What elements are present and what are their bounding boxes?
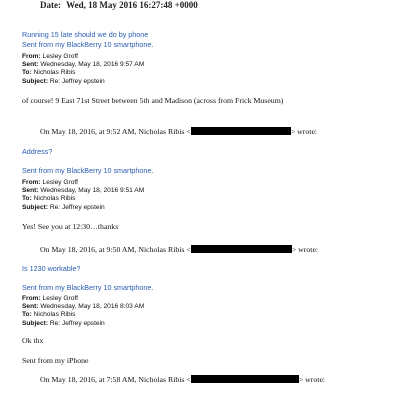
- date-label: Date:: [40, 0, 61, 10]
- reply3-signature: Sent from my iPhone: [22, 356, 89, 365]
- msg3-header-block: [22, 295, 144, 328]
- msg3-sent: Sent: Wednesday, May 18, 2016 8:03 AM: [22, 303, 145, 311]
- msg2-header-block: [22, 179, 144, 212]
- msg2-subject: Subject: Re: Jeffrey epstein: [22, 203, 105, 211]
- redaction-bar: [191, 245, 292, 253]
- msg2-sent: Sent: Wednesday, May 18, 2016 9:51 AM: [22, 187, 145, 195]
- msg2-signature: Sent from my BlackBerry 10 smartphone.: [22, 166, 154, 175]
- date-value: Wed, 18 May 2016 16:27:48 +0000: [66, 0, 198, 10]
- msg3-subject: Subject: Re: Jeffrey epstein: [22, 319, 105, 327]
- reply2-text: Yes! See you at 12:30…thanks: [22, 222, 119, 231]
- redaction-bar: [191, 127, 291, 135]
- msg3-signature: Sent from my BlackBerry 10 smartphone.: [22, 283, 154, 292]
- msg3-to: To: Nicholas Ribis: [22, 311, 76, 319]
- msg3-line: Is 1230 workable?: [22, 264, 81, 273]
- reply1-text: of course! 9 East 71st Street between 5th and Madison (across from Frick Museum): [22, 96, 284, 105]
- msg1-from: From: Lesley Groff: [22, 53, 78, 60]
- msg3-from: From: Lesley Groff: [22, 295, 78, 302]
- quote2-line: On May 18, 2016, at 9:50 AM, Nicholas Ribis < > wrote:: [40, 245, 319, 254]
- quote3-line: On May 18, 2016, at 7:58 AM, Nicholas Ribis < > wrote:: [40, 375, 326, 384]
- msg1-sent: Sent: Wednesday, May 18, 2016 9:57 AM: [22, 61, 145, 69]
- msg1-line: Running 15 late should we do by phone: [22, 30, 149, 39]
- date-header: [40, 0, 198, 10]
- msg1-header-block: [22, 53, 144, 86]
- redaction-bar: [191, 375, 299, 383]
- msg1-to: To: Nicholas Ribis: [22, 69, 76, 77]
- reply3-text: Ok thx: [22, 336, 44, 345]
- msg1-signature: Sent from my BlackBerry 10 smartphone.: [22, 40, 154, 49]
- msg2-to: To: Nicholas Ribis: [22, 195, 76, 203]
- msg2-from: From: Lesley Groff: [22, 179, 78, 186]
- msg1-subject: Subject: Re: Jeffrey epstein: [22, 77, 105, 85]
- quote1-line: On May 18, 2016, at 9:52 AM, Nicholas Ribis < > wrote:: [40, 127, 318, 136]
- msg2-line: Address?: [22, 147, 53, 156]
